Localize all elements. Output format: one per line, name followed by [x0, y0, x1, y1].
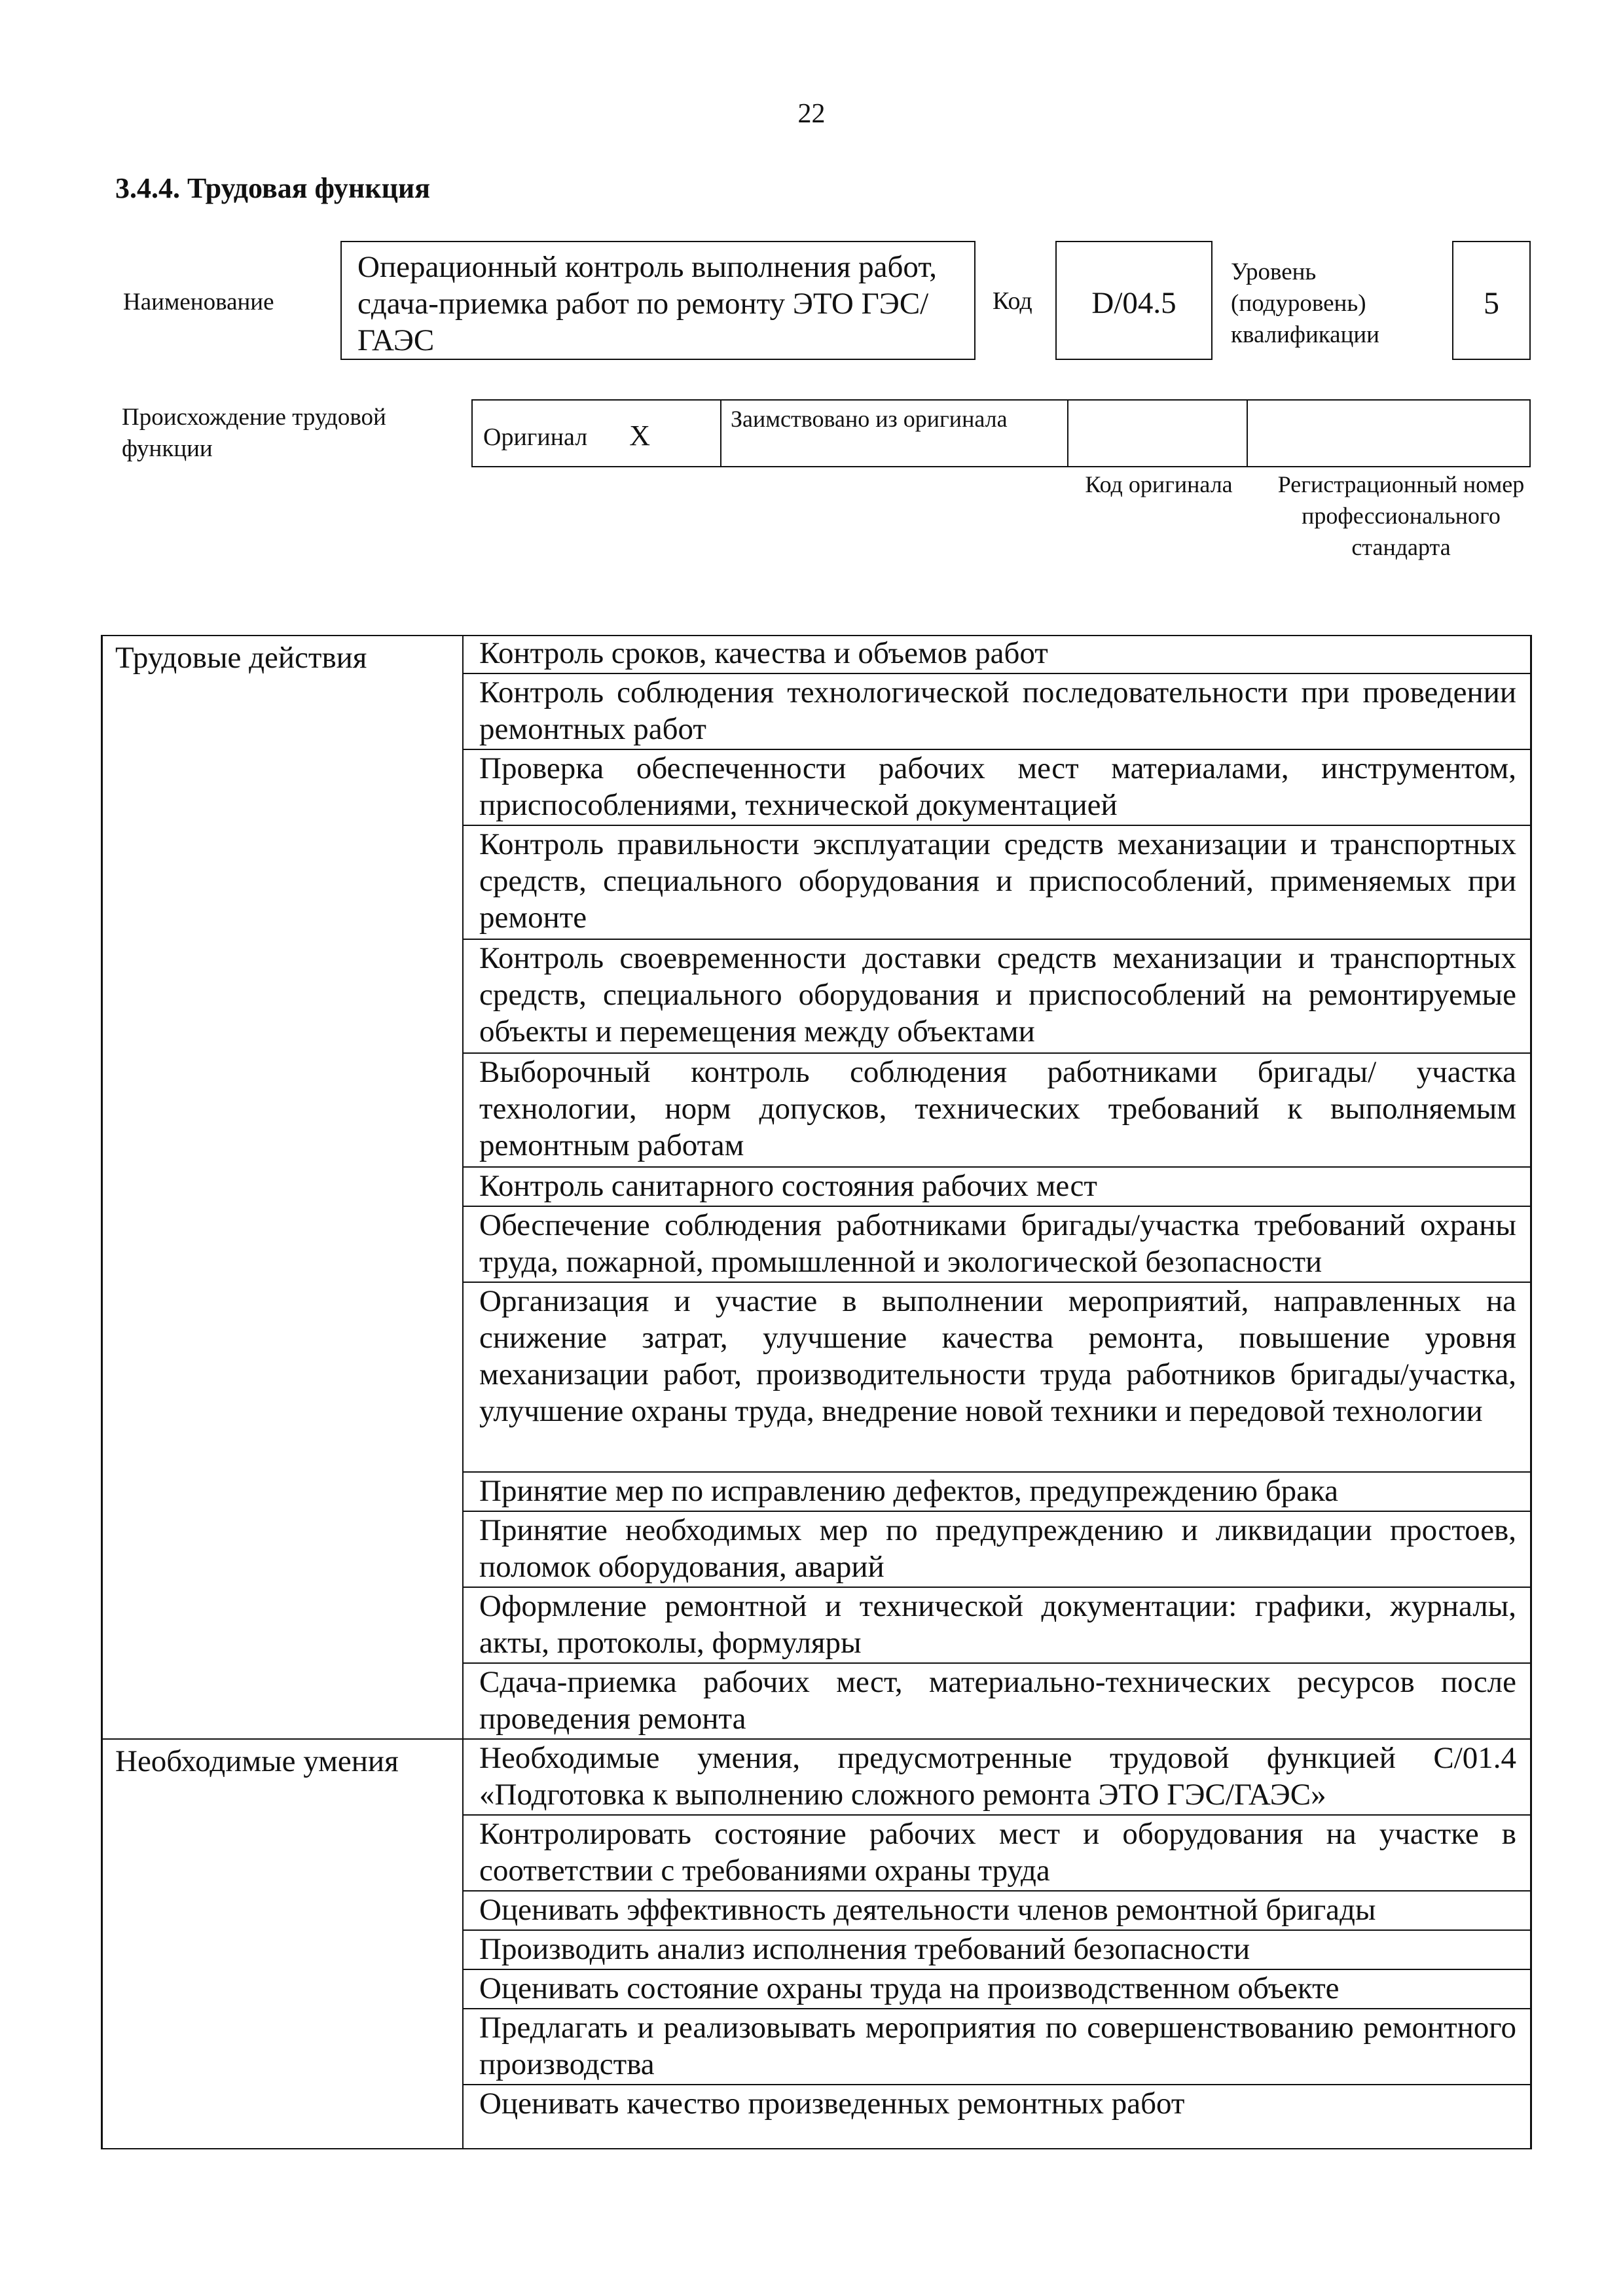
table-row: Оценивать эффективность деятельности членов ремонтной бригады: [464, 1892, 1532, 1931]
code-box: [1055, 241, 1213, 360]
table-row: Организация и участие в выполнении мероприятий, направленных на снижение затрат, улучшение качества ремонта, повышение уровня механизации работ, производительности труда работников бригады/участка, улучшение охраны труда, внедрение новой техники и передовой технологии: [464, 1283, 1532, 1473]
origin-original-mark: X: [629, 420, 650, 452]
origin-reg-cell: [1248, 401, 1532, 466]
section-label-skills: Необходимые умения: [115, 1744, 399, 1778]
section-label-actions: Трудовые действия: [115, 641, 367, 675]
origin-code-cell: [1068, 401, 1248, 466]
function-name-box: [340, 241, 976, 360]
origin-code-caption: Код оригинала: [1085, 471, 1233, 497]
level-box: [1452, 241, 1531, 360]
origin-reg-caption: Регистрационный номер профессионального стандарта: [1277, 471, 1525, 560]
level-label: Уровень (подуровень) квалификации: [1231, 259, 1379, 348]
origin-original-cell: [473, 401, 721, 466]
section-title: 3.4.4. Трудовая функция: [115, 172, 431, 204]
table-row: Проверка обеспеченности рабочих мест материалами, инструментом, приспособлениями, технической документацией: [464, 750, 1532, 826]
table-row: Оценивать состояние охраны труда на производственном объекте: [464, 1970, 1532, 2009]
code-label: Код: [993, 287, 1032, 315]
origin-table: [471, 399, 1531, 467]
level-value: 5: [1484, 286, 1499, 321]
name-label: Наименование: [123, 289, 274, 315]
code-value: D/04.5: [1091, 286, 1176, 320]
table-row: Оценивать качество произведенных ремонтных работ: [479, 2087, 1185, 2121]
table-row: Оформление ремонтной и технической документации: графики, журналы, акты, протоколы, формуляры: [464, 1588, 1532, 1664]
origin-borrowed-cell: [721, 401, 1068, 466]
table-row: Принятие мер по исправлению дефектов, предупреждению брака: [464, 1473, 1532, 1512]
table-row: Обеспечение соблюдения работниками бригады/участка требований охраны труда, пожарной, промышленной и экологической безопасности: [464, 1207, 1532, 1283]
table-row: Производить анализ исполнения требований безопасности: [464, 1931, 1532, 1970]
table-row: Принятие необходимых мер по предупреждению и ликвидации простоев, поломок оборудования, аварий: [464, 1512, 1532, 1588]
table-row: Контроль правильности эксплуатации средств механизации и транспортных средств, специального оборудования и приспособлений, применяемых при ремонте: [464, 826, 1532, 940]
table-row: Выборочный контроль соблюдения работниками бригады/ участка технологии, норм допусков, технических требований к выполняемым ремонтным работам: [464, 1054, 1532, 1168]
table-row: Необходимые умения, предусмотренные трудовой функцией С/01.4 «Подготовка к выполнению сложного ремонта ЭТО ГЭС/ГАЭС»: [464, 1740, 1532, 1816]
origin-label: Происхождение трудовой функции: [122, 404, 386, 462]
page-number: 22: [797, 99, 826, 129]
section-divider: [101, 1738, 464, 1740]
table-row: Контролировать состояние рабочих мест и оборудования на участке в соответствии с требованиями охраны труда: [464, 1816, 1532, 1892]
table-row: Контроль соблюдения технологической последовательности при проведении ремонтных работ: [464, 674, 1532, 750]
table-row: Контроль сроков, качества и объемов работ: [464, 635, 1532, 674]
origin-borrowed-label: Заимствовано из оригинала: [731, 406, 1008, 432]
table-row: Контроль санитарного состояния рабочих мест: [464, 1168, 1532, 1207]
table-row: Предлагать и реализовывать мероприятия по совершенствованию ремонтного производства: [464, 2009, 1532, 2085]
origin-original-label: Оригинал: [483, 423, 588, 451]
table-row: Контроль своевременности доставки средств механизации и транспортных средств, специального оборудования и приспособлений на ремонтируемые объекты и перемещения между объектами: [464, 940, 1532, 1054]
table-row: Сдача-приемка рабочих мест, материально-технических ресурсов после проведения ремонта: [464, 1664, 1532, 1740]
function-name-value: Операционный контроль выполнения работ, сдача-приемка работ по ремонту ЭТО ГЭС/ГАЭС: [357, 250, 937, 357]
